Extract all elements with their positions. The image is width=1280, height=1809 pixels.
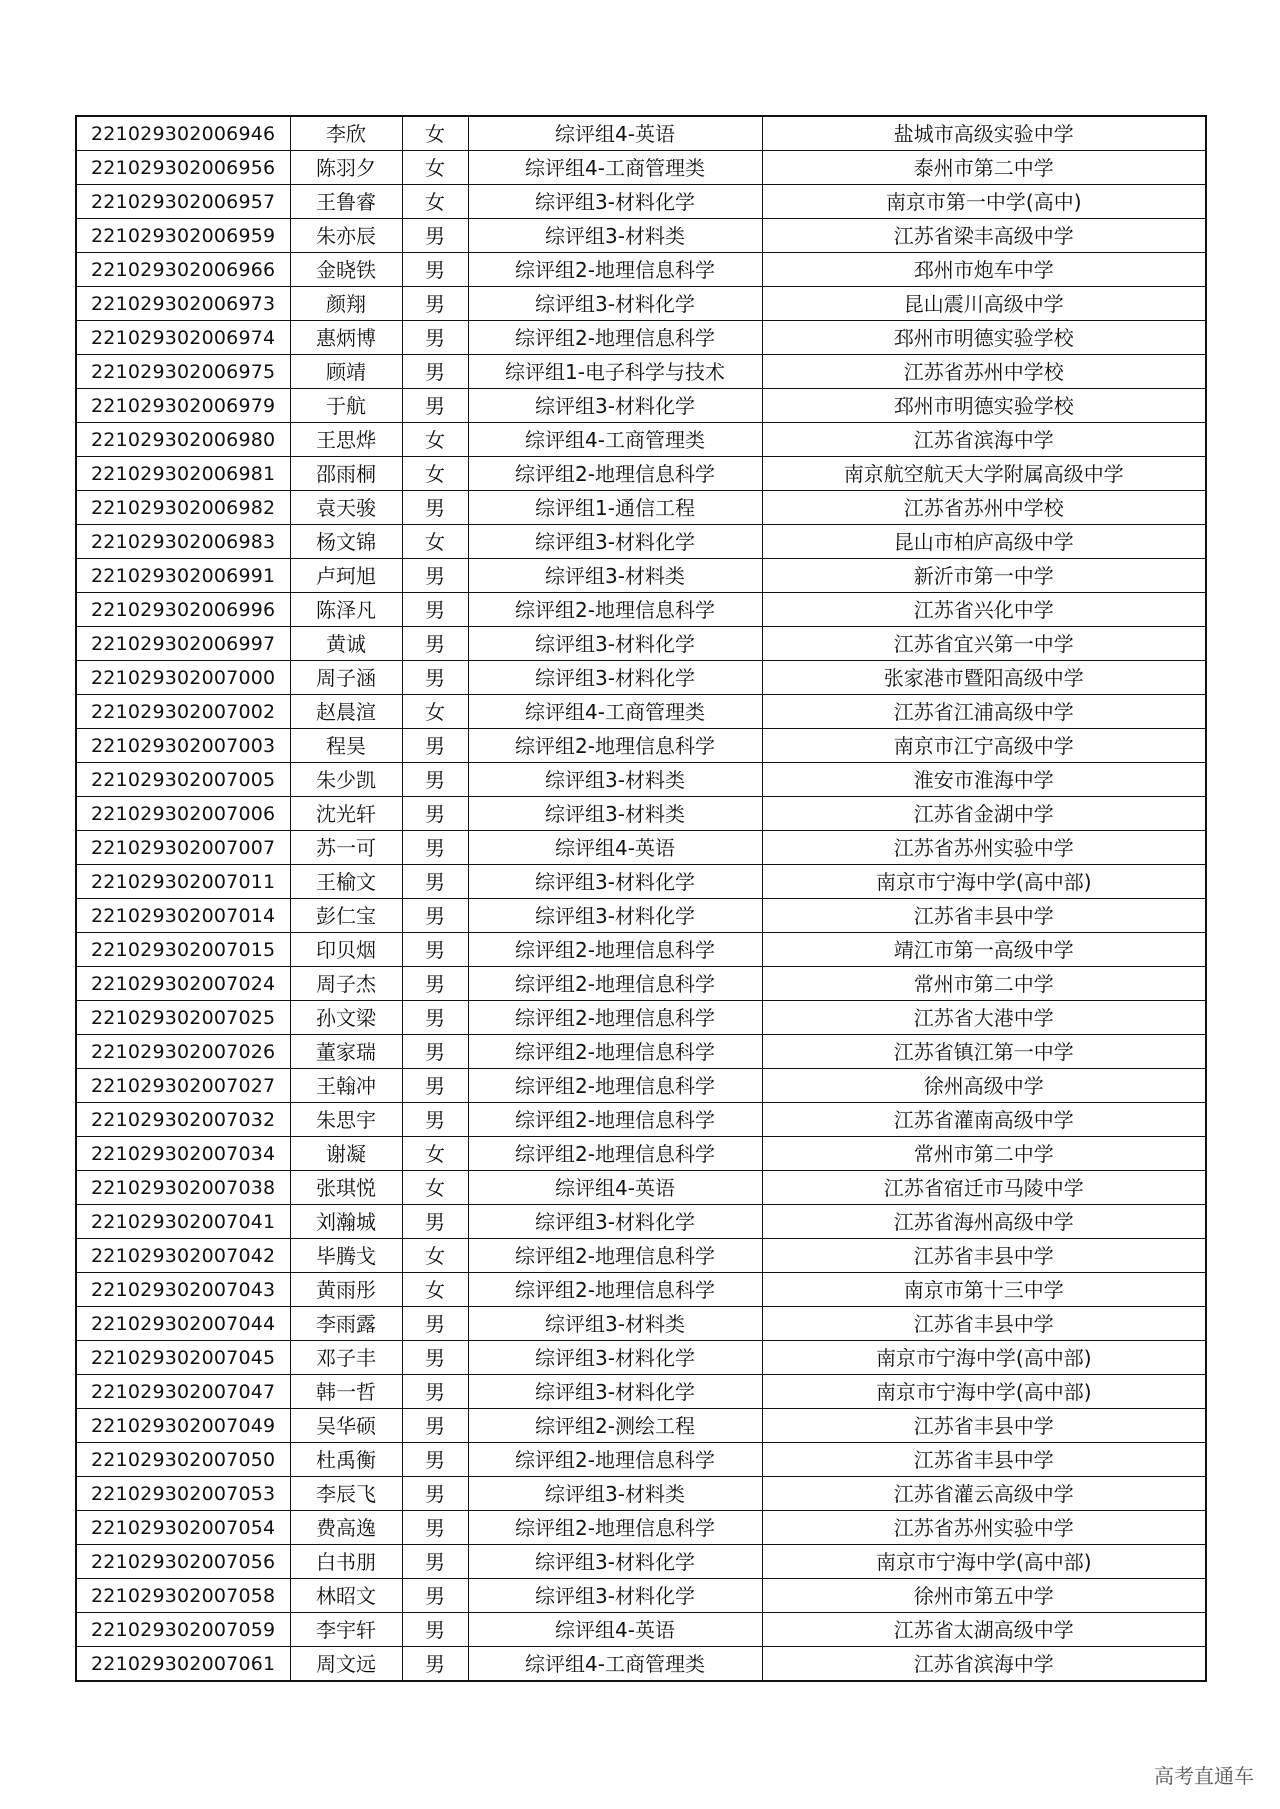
candidate-id-cell: 221029302006959: [76, 219, 290, 253]
school-cell: 江苏省丰县中学: [762, 1409, 1206, 1443]
candidate-id-cell: 221029302007038: [76, 1171, 290, 1205]
name-cell: 颜翔: [290, 287, 402, 321]
gender-cell: 女: [402, 525, 468, 559]
gender-cell: 男: [402, 355, 468, 389]
group-major-cell: 综评组3-材料化学: [468, 1579, 762, 1613]
table-row: [76, 797, 1206, 831]
gender-cell: 男: [402, 729, 468, 763]
school-cell: 张家港市暨阳高级中学: [762, 661, 1206, 695]
table-row: [76, 1579, 1206, 1613]
gender-cell: 男: [402, 1375, 468, 1409]
name-cell: 朱亦辰: [290, 219, 402, 253]
group-major-cell: 综评组2-测绘工程: [468, 1409, 762, 1443]
name-cell: 朱少凯: [290, 763, 402, 797]
table-row: [76, 831, 1206, 865]
name-cell: 王鲁睿: [290, 185, 402, 219]
gender-cell: 女: [402, 1239, 468, 1273]
table-row: [76, 1205, 1206, 1239]
gender-cell: 男: [402, 865, 468, 899]
school-cell: 淮安市淮海中学: [762, 763, 1206, 797]
group-major-cell: 综评组2-地理信息科学: [468, 1511, 762, 1545]
name-cell: 朱思宇: [290, 1103, 402, 1137]
group-major-cell: 综评组4-英语: [468, 1171, 762, 1205]
group-major-cell: 综评组2-地理信息科学: [468, 1103, 762, 1137]
name-cell: 李雨露: [290, 1307, 402, 1341]
table-row: [76, 457, 1206, 491]
name-cell: 王榆文: [290, 865, 402, 899]
candidate-id-cell: 221029302007011: [76, 865, 290, 899]
candidate-id-cell: 221029302006982: [76, 491, 290, 525]
school-cell: 江苏省宿迁市马陵中学: [762, 1171, 1206, 1205]
school-cell: 南京市第十三中学: [762, 1273, 1206, 1307]
gender-cell: 男: [402, 763, 468, 797]
school-cell: 泰州市第二中学: [762, 151, 1206, 185]
school-cell: 江苏省灌南高级中学: [762, 1103, 1206, 1137]
group-major-cell: 综评组3-材料化学: [468, 865, 762, 899]
name-cell: 赵晨渲: [290, 695, 402, 729]
group-major-cell: 综评组4-英语: [468, 1613, 762, 1647]
name-cell: 黄雨彤: [290, 1273, 402, 1307]
candidate-id-cell: 221029302006979: [76, 389, 290, 423]
candidate-id-cell: 221029302007050: [76, 1443, 290, 1477]
candidate-id-cell: 221029302007044: [76, 1307, 290, 1341]
name-cell: 谢凝: [290, 1137, 402, 1171]
group-major-cell: 综评组3-材料化学: [468, 661, 762, 695]
table-row: [76, 321, 1206, 355]
gender-cell: 男: [402, 831, 468, 865]
name-cell: 金晓铁: [290, 253, 402, 287]
gender-cell: 男: [402, 1103, 468, 1137]
gender-cell: 男: [402, 661, 468, 695]
table-row: [76, 1137, 1206, 1171]
gender-cell: 男: [402, 287, 468, 321]
name-cell: 邵雨桐: [290, 457, 402, 491]
school-cell: 昆山震川高级中学: [762, 287, 1206, 321]
gender-cell: 男: [402, 1443, 468, 1477]
table-row: [76, 627, 1206, 661]
school-cell: 江苏省苏州中学校: [762, 355, 1206, 389]
candidate-id-cell: 221029302006956: [76, 151, 290, 185]
group-major-cell: 综评组2-地理信息科学: [468, 1137, 762, 1171]
table-row: [76, 1001, 1206, 1035]
group-major-cell: 综评组2-地理信息科学: [468, 967, 762, 1001]
candidate-id-cell: 221029302006997: [76, 627, 290, 661]
candidate-id-cell: 221029302007058: [76, 1579, 290, 1613]
school-cell: 江苏省太湖高级中学: [762, 1613, 1206, 1647]
gender-cell: 男: [402, 593, 468, 627]
gender-cell: 男: [402, 1341, 468, 1375]
school-cell: 徐州市第五中学: [762, 1579, 1206, 1613]
gender-cell: 男: [402, 389, 468, 423]
name-cell: 印贝烟: [290, 933, 402, 967]
table-row: [76, 116, 1206, 151]
name-cell: 陈羽夕: [290, 151, 402, 185]
table-row: [76, 1477, 1206, 1511]
group-major-cell: 综评组3-材料类: [468, 797, 762, 831]
group-major-cell: 综评组3-材料化学: [468, 185, 762, 219]
school-cell: 靖江市第一高级中学: [762, 933, 1206, 967]
school-cell: 常州市第二中学: [762, 1137, 1206, 1171]
candidate-id-cell: 221029302007005: [76, 763, 290, 797]
candidate-id-cell: 221029302007043: [76, 1273, 290, 1307]
group-major-cell: 综评组3-材料化学: [468, 287, 762, 321]
school-cell: 盐城市高级实验中学: [762, 116, 1206, 151]
group-major-cell: 综评组3-材料类: [468, 763, 762, 797]
gender-cell: 女: [402, 185, 468, 219]
candidate-id-cell: 221029302007003: [76, 729, 290, 763]
school-cell: 江苏省兴化中学: [762, 593, 1206, 627]
group-major-cell: 综评组3-材料化学: [468, 525, 762, 559]
name-cell: 程昊: [290, 729, 402, 763]
school-cell: 徐州高级中学: [762, 1069, 1206, 1103]
group-major-cell: 综评组3-材料化学: [468, 1375, 762, 1409]
gender-cell: 男: [402, 1035, 468, 1069]
name-cell: 刘瀚城: [290, 1205, 402, 1239]
candidate-id-cell: 221029302007047: [76, 1375, 290, 1409]
gender-cell: 女: [402, 151, 468, 185]
name-cell: 毕腾戈: [290, 1239, 402, 1273]
candidate-id-cell: 221029302007002: [76, 695, 290, 729]
candidate-id-cell: 221029302006981: [76, 457, 290, 491]
table-row: [76, 253, 1206, 287]
group-major-cell: 综评组2-地理信息科学: [468, 1035, 762, 1069]
table-row: [76, 287, 1206, 321]
gender-cell: 女: [402, 1171, 468, 1205]
group-major-cell: 综评组2-地理信息科学: [468, 457, 762, 491]
candidate-id-cell: 221029302007053: [76, 1477, 290, 1511]
table-row: [76, 423, 1206, 457]
group-major-cell: 综评组3-材料类: [468, 1477, 762, 1511]
group-major-cell: 综评组2-地理信息科学: [468, 253, 762, 287]
group-major-cell: 综评组4-英语: [468, 116, 762, 151]
candidate-id-cell: 221029302006980: [76, 423, 290, 457]
school-cell: 南京市宁海中学(高中部): [762, 1375, 1206, 1409]
school-cell: 新沂市第一中学: [762, 559, 1206, 593]
school-cell: 江苏省苏州实验中学: [762, 831, 1206, 865]
name-cell: 周子涵: [290, 661, 402, 695]
group-major-cell: 综评组3-材料类: [468, 1307, 762, 1341]
group-major-cell: 综评组4-工商管理类: [468, 151, 762, 185]
school-cell: 江苏省金湖中学: [762, 797, 1206, 831]
table-row: [76, 763, 1206, 797]
group-major-cell: 综评组2-地理信息科学: [468, 1273, 762, 1307]
name-cell: 周文远: [290, 1647, 402, 1682]
table-row: [76, 355, 1206, 389]
table-row: [76, 559, 1206, 593]
gender-cell: 男: [402, 1001, 468, 1035]
table-row: [76, 1273, 1206, 1307]
candidate-id-cell: 221029302007026: [76, 1035, 290, 1069]
gender-cell: 男: [402, 797, 468, 831]
table-row: [76, 185, 1206, 219]
candidate-id-cell: 221029302006966: [76, 253, 290, 287]
table-row: [76, 1613, 1206, 1647]
table-row: [76, 491, 1206, 525]
gender-cell: 男: [402, 967, 468, 1001]
group-major-cell: 综评组3-材料化学: [468, 1545, 762, 1579]
group-major-cell: 综评组2-地理信息科学: [468, 1069, 762, 1103]
group-major-cell: 综评组3-材料类: [468, 219, 762, 253]
candidate-id-cell: 221029302007049: [76, 1409, 290, 1443]
candidate-id-cell: 221029302006975: [76, 355, 290, 389]
gender-cell: 男: [402, 627, 468, 661]
name-cell: 王翰冲: [290, 1069, 402, 1103]
table-body: [76, 116, 1206, 1681]
candidate-id-cell: 221029302006974: [76, 321, 290, 355]
table-row: [76, 661, 1206, 695]
candidate-id-cell: 221029302006983: [76, 525, 290, 559]
table-row: [76, 899, 1206, 933]
table-row: [76, 1035, 1206, 1069]
candidate-id-cell: 221029302007054: [76, 1511, 290, 1545]
name-cell: 林昭文: [290, 1579, 402, 1613]
gender-cell: 男: [402, 1579, 468, 1613]
table-row: [76, 1375, 1206, 1409]
school-cell: 江苏省苏州实验中学: [762, 1511, 1206, 1545]
gender-cell: 男: [402, 1069, 468, 1103]
candidate-id-cell: 221029302006973: [76, 287, 290, 321]
gender-cell: 男: [402, 1511, 468, 1545]
school-cell: 江苏省海州高级中学: [762, 1205, 1206, 1239]
candidate-id-cell: 221029302006991: [76, 559, 290, 593]
name-cell: 于航: [290, 389, 402, 423]
gender-cell: 女: [402, 1273, 468, 1307]
name-cell: 费高逸: [290, 1511, 402, 1545]
name-cell: 邓子丰: [290, 1341, 402, 1375]
candidate-id-cell: 221029302007000: [76, 661, 290, 695]
candidate-id-cell: 221029302007007: [76, 831, 290, 865]
admission-list-table: [75, 115, 1207, 1682]
table-row: [76, 593, 1206, 627]
name-cell: 韩一哲: [290, 1375, 402, 1409]
gender-cell: 男: [402, 559, 468, 593]
watermark: 高考直通车: [1154, 1764, 1254, 1788]
table-row: [76, 1409, 1206, 1443]
name-cell: 杨文锦: [290, 525, 402, 559]
table-row: [76, 525, 1206, 559]
table-row: [76, 1443, 1206, 1477]
school-cell: 常州市第二中学: [762, 967, 1206, 1001]
name-cell: 卢珂旭: [290, 559, 402, 593]
table-row: [76, 1103, 1206, 1137]
school-cell: 江苏省丰县中学: [762, 1307, 1206, 1341]
group-major-cell: 综评组2-地理信息科学: [468, 1443, 762, 1477]
candidate-id-cell: 221029302007014: [76, 899, 290, 933]
table-row: [76, 389, 1206, 423]
group-major-cell: 综评组2-地理信息科学: [468, 1239, 762, 1273]
candidate-id-cell: 221029302007034: [76, 1137, 290, 1171]
group-major-cell: 综评组2-地理信息科学: [468, 933, 762, 967]
name-cell: 陈泽凡: [290, 593, 402, 627]
school-cell: 江苏省江浦高级中学: [762, 695, 1206, 729]
candidate-id-cell: 221029302007032: [76, 1103, 290, 1137]
table-row: [76, 865, 1206, 899]
school-cell: 邳州市明德实验学校: [762, 389, 1206, 423]
table-row: [76, 967, 1206, 1001]
school-cell: 江苏省大港中学: [762, 1001, 1206, 1035]
school-cell: 江苏省梁丰高级中学: [762, 219, 1206, 253]
school-cell: 江苏省镇江第一中学: [762, 1035, 1206, 1069]
school-cell: 南京市第一中学(高中): [762, 185, 1206, 219]
group-major-cell: 综评组2-地理信息科学: [468, 729, 762, 763]
candidate-id-cell: 221029302007025: [76, 1001, 290, 1035]
table-row: [76, 933, 1206, 967]
gender-cell: 女: [402, 695, 468, 729]
name-cell: 董家瑞: [290, 1035, 402, 1069]
name-cell: 顾靖: [290, 355, 402, 389]
gender-cell: 男: [402, 321, 468, 355]
candidate-id-cell: 221029302007045: [76, 1341, 290, 1375]
table-row: [76, 729, 1206, 763]
name-cell: 苏一可: [290, 831, 402, 865]
candidate-id-cell: 221029302007061: [76, 1647, 290, 1682]
name-cell: 彭仁宝: [290, 899, 402, 933]
table-row: [76, 1307, 1206, 1341]
table-row: [76, 1069, 1206, 1103]
school-cell: 江苏省丰县中学: [762, 1239, 1206, 1273]
name-cell: 沈光轩: [290, 797, 402, 831]
gender-cell: 男: [402, 219, 468, 253]
name-cell: 李宇轩: [290, 1613, 402, 1647]
group-major-cell: 综评组4-工商管理类: [468, 423, 762, 457]
group-major-cell: 综评组4-工商管理类: [468, 1647, 762, 1682]
group-major-cell: 综评组1-通信工程: [468, 491, 762, 525]
gender-cell: 女: [402, 116, 468, 151]
name-cell: 周子杰: [290, 967, 402, 1001]
group-major-cell: 综评组2-地理信息科学: [468, 321, 762, 355]
name-cell: 李欣: [290, 116, 402, 151]
school-cell: 南京市宁海中学(高中部): [762, 865, 1206, 899]
school-cell: 江苏省宜兴第一中学: [762, 627, 1206, 661]
table-row: [76, 1511, 1206, 1545]
group-major-cell: 综评组3-材料化学: [468, 389, 762, 423]
school-cell: 江苏省滨海中学: [762, 1647, 1206, 1682]
table-row: [76, 1545, 1206, 1579]
gender-cell: 男: [402, 1307, 468, 1341]
gender-cell: 女: [402, 1137, 468, 1171]
group-major-cell: 综评组4-工商管理类: [468, 695, 762, 729]
gender-cell: 男: [402, 1409, 468, 1443]
name-cell: 王思烨: [290, 423, 402, 457]
gender-cell: 男: [402, 1647, 468, 1682]
candidate-id-cell: 221029302007059: [76, 1613, 290, 1647]
candidate-id-cell: 221029302006946: [76, 116, 290, 151]
gender-cell: 男: [402, 253, 468, 287]
table-row: [76, 219, 1206, 253]
group-major-cell: 综评组3-材料化学: [468, 899, 762, 933]
candidate-id-cell: 221029302007006: [76, 797, 290, 831]
name-cell: 杜禹衡: [290, 1443, 402, 1477]
gender-cell: 女: [402, 423, 468, 457]
school-cell: 江苏省灌云高级中学: [762, 1477, 1206, 1511]
gender-cell: 男: [402, 933, 468, 967]
gender-cell: 男: [402, 1545, 468, 1579]
group-major-cell: 综评组3-材料化学: [468, 1341, 762, 1375]
table-row: [76, 1341, 1206, 1375]
group-major-cell: 综评组2-地理信息科学: [468, 593, 762, 627]
candidate-id-cell: 221029302007056: [76, 1545, 290, 1579]
school-cell: 江苏省滨海中学: [762, 423, 1206, 457]
group-major-cell: 综评组3-材料化学: [468, 1205, 762, 1239]
gender-cell: 男: [402, 1477, 468, 1511]
school-cell: 邳州市明德实验学校: [762, 321, 1206, 355]
group-major-cell: 综评组2-地理信息科学: [468, 1001, 762, 1035]
gender-cell: 女: [402, 457, 468, 491]
candidate-id-cell: 221029302007027: [76, 1069, 290, 1103]
candidate-id-cell: 221029302006957: [76, 185, 290, 219]
group-major-cell: 综评组4-英语: [468, 831, 762, 865]
name-cell: 孙文梁: [290, 1001, 402, 1035]
name-cell: 张琪悦: [290, 1171, 402, 1205]
candidate-id-cell: 221029302006996: [76, 593, 290, 627]
name-cell: 吴华硕: [290, 1409, 402, 1443]
table-row: [76, 695, 1206, 729]
school-cell: 昆山市柏庐高级中学: [762, 525, 1206, 559]
candidate-id-cell: 221029302007042: [76, 1239, 290, 1273]
table-row: [76, 1171, 1206, 1205]
candidate-id-cell: 221029302007024: [76, 967, 290, 1001]
table-row: [76, 1647, 1206, 1682]
table-row: [76, 1239, 1206, 1273]
school-cell: 邳州市炮车中学: [762, 253, 1206, 287]
group-major-cell: 综评组3-材料化学: [468, 627, 762, 661]
name-cell: 黄诚: [290, 627, 402, 661]
candidate-id-cell: 221029302007041: [76, 1205, 290, 1239]
school-cell: 南京市宁海中学(高中部): [762, 1341, 1206, 1375]
gender-cell: 男: [402, 899, 468, 933]
name-cell: 白书朋: [290, 1545, 402, 1579]
school-cell: 江苏省丰县中学: [762, 1443, 1206, 1477]
group-major-cell: 综评组1-电子科学与技术: [468, 355, 762, 389]
school-cell: 南京市宁海中学(高中部): [762, 1545, 1206, 1579]
gender-cell: 男: [402, 1613, 468, 1647]
group-major-cell: 综评组3-材料类: [468, 559, 762, 593]
school-cell: 南京航空航天大学附属高级中学: [762, 457, 1206, 491]
name-cell: 李辰飞: [290, 1477, 402, 1511]
school-cell: 南京市江宁高级中学: [762, 729, 1206, 763]
school-cell: 江苏省丰县中学: [762, 899, 1206, 933]
gender-cell: 男: [402, 1205, 468, 1239]
gender-cell: 男: [402, 491, 468, 525]
name-cell: 袁天骏: [290, 491, 402, 525]
school-cell: 江苏省苏州中学校: [762, 491, 1206, 525]
table-row: [76, 151, 1206, 185]
name-cell: 惠炳博: [290, 321, 402, 355]
candidate-id-cell: 221029302007015: [76, 933, 290, 967]
